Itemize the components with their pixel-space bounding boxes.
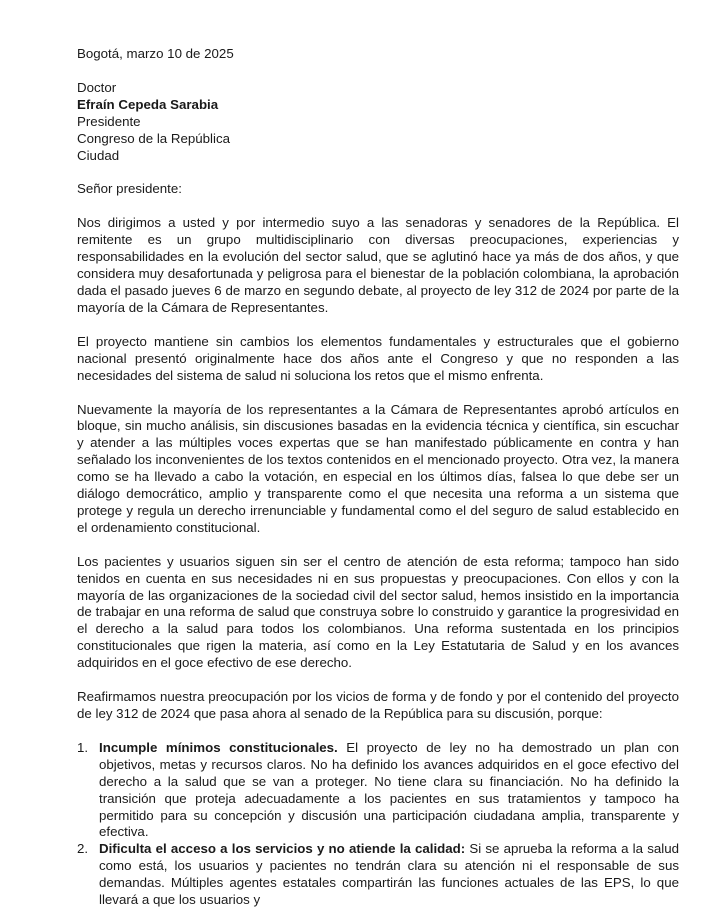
list-item-heading: Dificulta el acceso a los servicios y no atiende la calidad: [99, 841, 466, 857]
letter-date: Bogotá, marzo 10 de 2025 [77, 46, 234, 61]
list-item-heading: Incumple mínimos constitucionales. [99, 739, 338, 755]
recipient-role: Presidente [77, 113, 141, 129]
reasons-list [77, 740, 679, 909]
recipient-block [77, 80, 679, 165]
recipient-name: Efraín Cepeda Sarabia [77, 96, 219, 112]
list-item-text: Si se aprueba la reforma a la salud como está, los usuarios y pacientes no tendrán clara su atención ni el responsable de sus demandas. Múltiples agentes estatales compartirán las funciones actuales de las EPS, lo que llevará a que los usuarios y [99, 841, 679, 908]
list-item [77, 740, 679, 841]
recipient-organization: Congreso de la República [77, 130, 231, 146]
list-item-number: 1. [77, 739, 89, 755]
recipient-city: Ciudad [77, 147, 120, 163]
paragraph-3: Nuevamente la mayoría de los representantes a la Cámara de Representantes aprobó artículos en bloque, sin mucho análisis, sin discusiones basadas en la evidencia técnica y científica, sin escuchar y atender a las múltiples voces expertas que se han manifestado públicamente en contra y han señalado los inconvenientes de los textos contenidos en el mencionado proyecto. Otra vez, la manera como se ha llevado a cabo la votación, en especial en los últimos días, falsea lo que debe ser un diálogo democrático, amplio y transparente como el que necesita una reforma a un sistema que protege y regula un derecho irrenunciable y fundamental como el del seguro de salud establecido en el ordenamiento constitucional. [77, 401, 679, 535]
list-item-text: El proyecto de ley no ha demostrado un plan con objetivos, metas y recursos claros. No ha definido los avances adquiridos en el goce efectivo del derecho a la salud que se van a proteger. No tiene clara su financiación. No ha definido la transición que proteja adecuadamente a los pacientes en sus tratamientos y tampoco ha permitido para su concepción y discusión una participación ciudadana amplia, transparente y efectiva. [99, 739, 679, 840]
paragraph-5: Reafirmamos nuestra preocupación por los vicios de forma y de fondo y por el contenido del proyecto de ley 312 de 2024 que pasa ahora al senado de la República para su discusión, porque: [77, 689, 679, 721]
paragraph-1: Nos dirigimos a usted y por intermedio suyo a las senadoras y senadores de la República. El remitente es un grupo multidisciplinario con diversas preocupaciones, experiencias y responsabilidades en la evolución del sector salud, que se aglutinó hace ya más de dos años, y que considera muy desafortunada y peligrosa para el bienestar de la población colombiana, la aprobación dada el pasado jueves 6 de marzo en segundo debate, al proyecto de ley 312 de 2024 por parte de la mayoría de la Cámara de Representantes. [77, 215, 679, 315]
paragraph-4: Los pacientes y usuarios siguen sin ser el centro de atención de esta reforma; tampoco han sido tenidos en cuenta en sus necesidades ni en sus propuestas y preocupaciones. Con ellos y con la mayoría de las organizaciones de la sociedad civil del sector salud, hemos insistido en la importancia de trabajar en una reforma de salud que construya sobre lo construido y garantice la progresividad en el derecho a la salud para todos los colombianos. Una reforma sustentada en los principios constitucionales que rigen la materia, así como en la Ley Estatutaria de Salud y en los avances adquiridos en el goce efectivo de ese derecho. [77, 553, 679, 671]
paragraph-2: El proyecto mantiene sin cambios los elementos fundamentales y estructurales que el gobierno nacional presentó originalmente hace dos años ante el Congreso y que no responden a las necesidades del sistema de salud ni soluciona los retos que el mismo enfrenta. [77, 333, 679, 383]
salutation: Señor presidente: [77, 181, 182, 197]
letter-body [77, 46, 679, 909]
recipient-title: Doctor [77, 79, 117, 95]
list-item-number: 2. [77, 841, 89, 857]
list-item [77, 841, 679, 909]
